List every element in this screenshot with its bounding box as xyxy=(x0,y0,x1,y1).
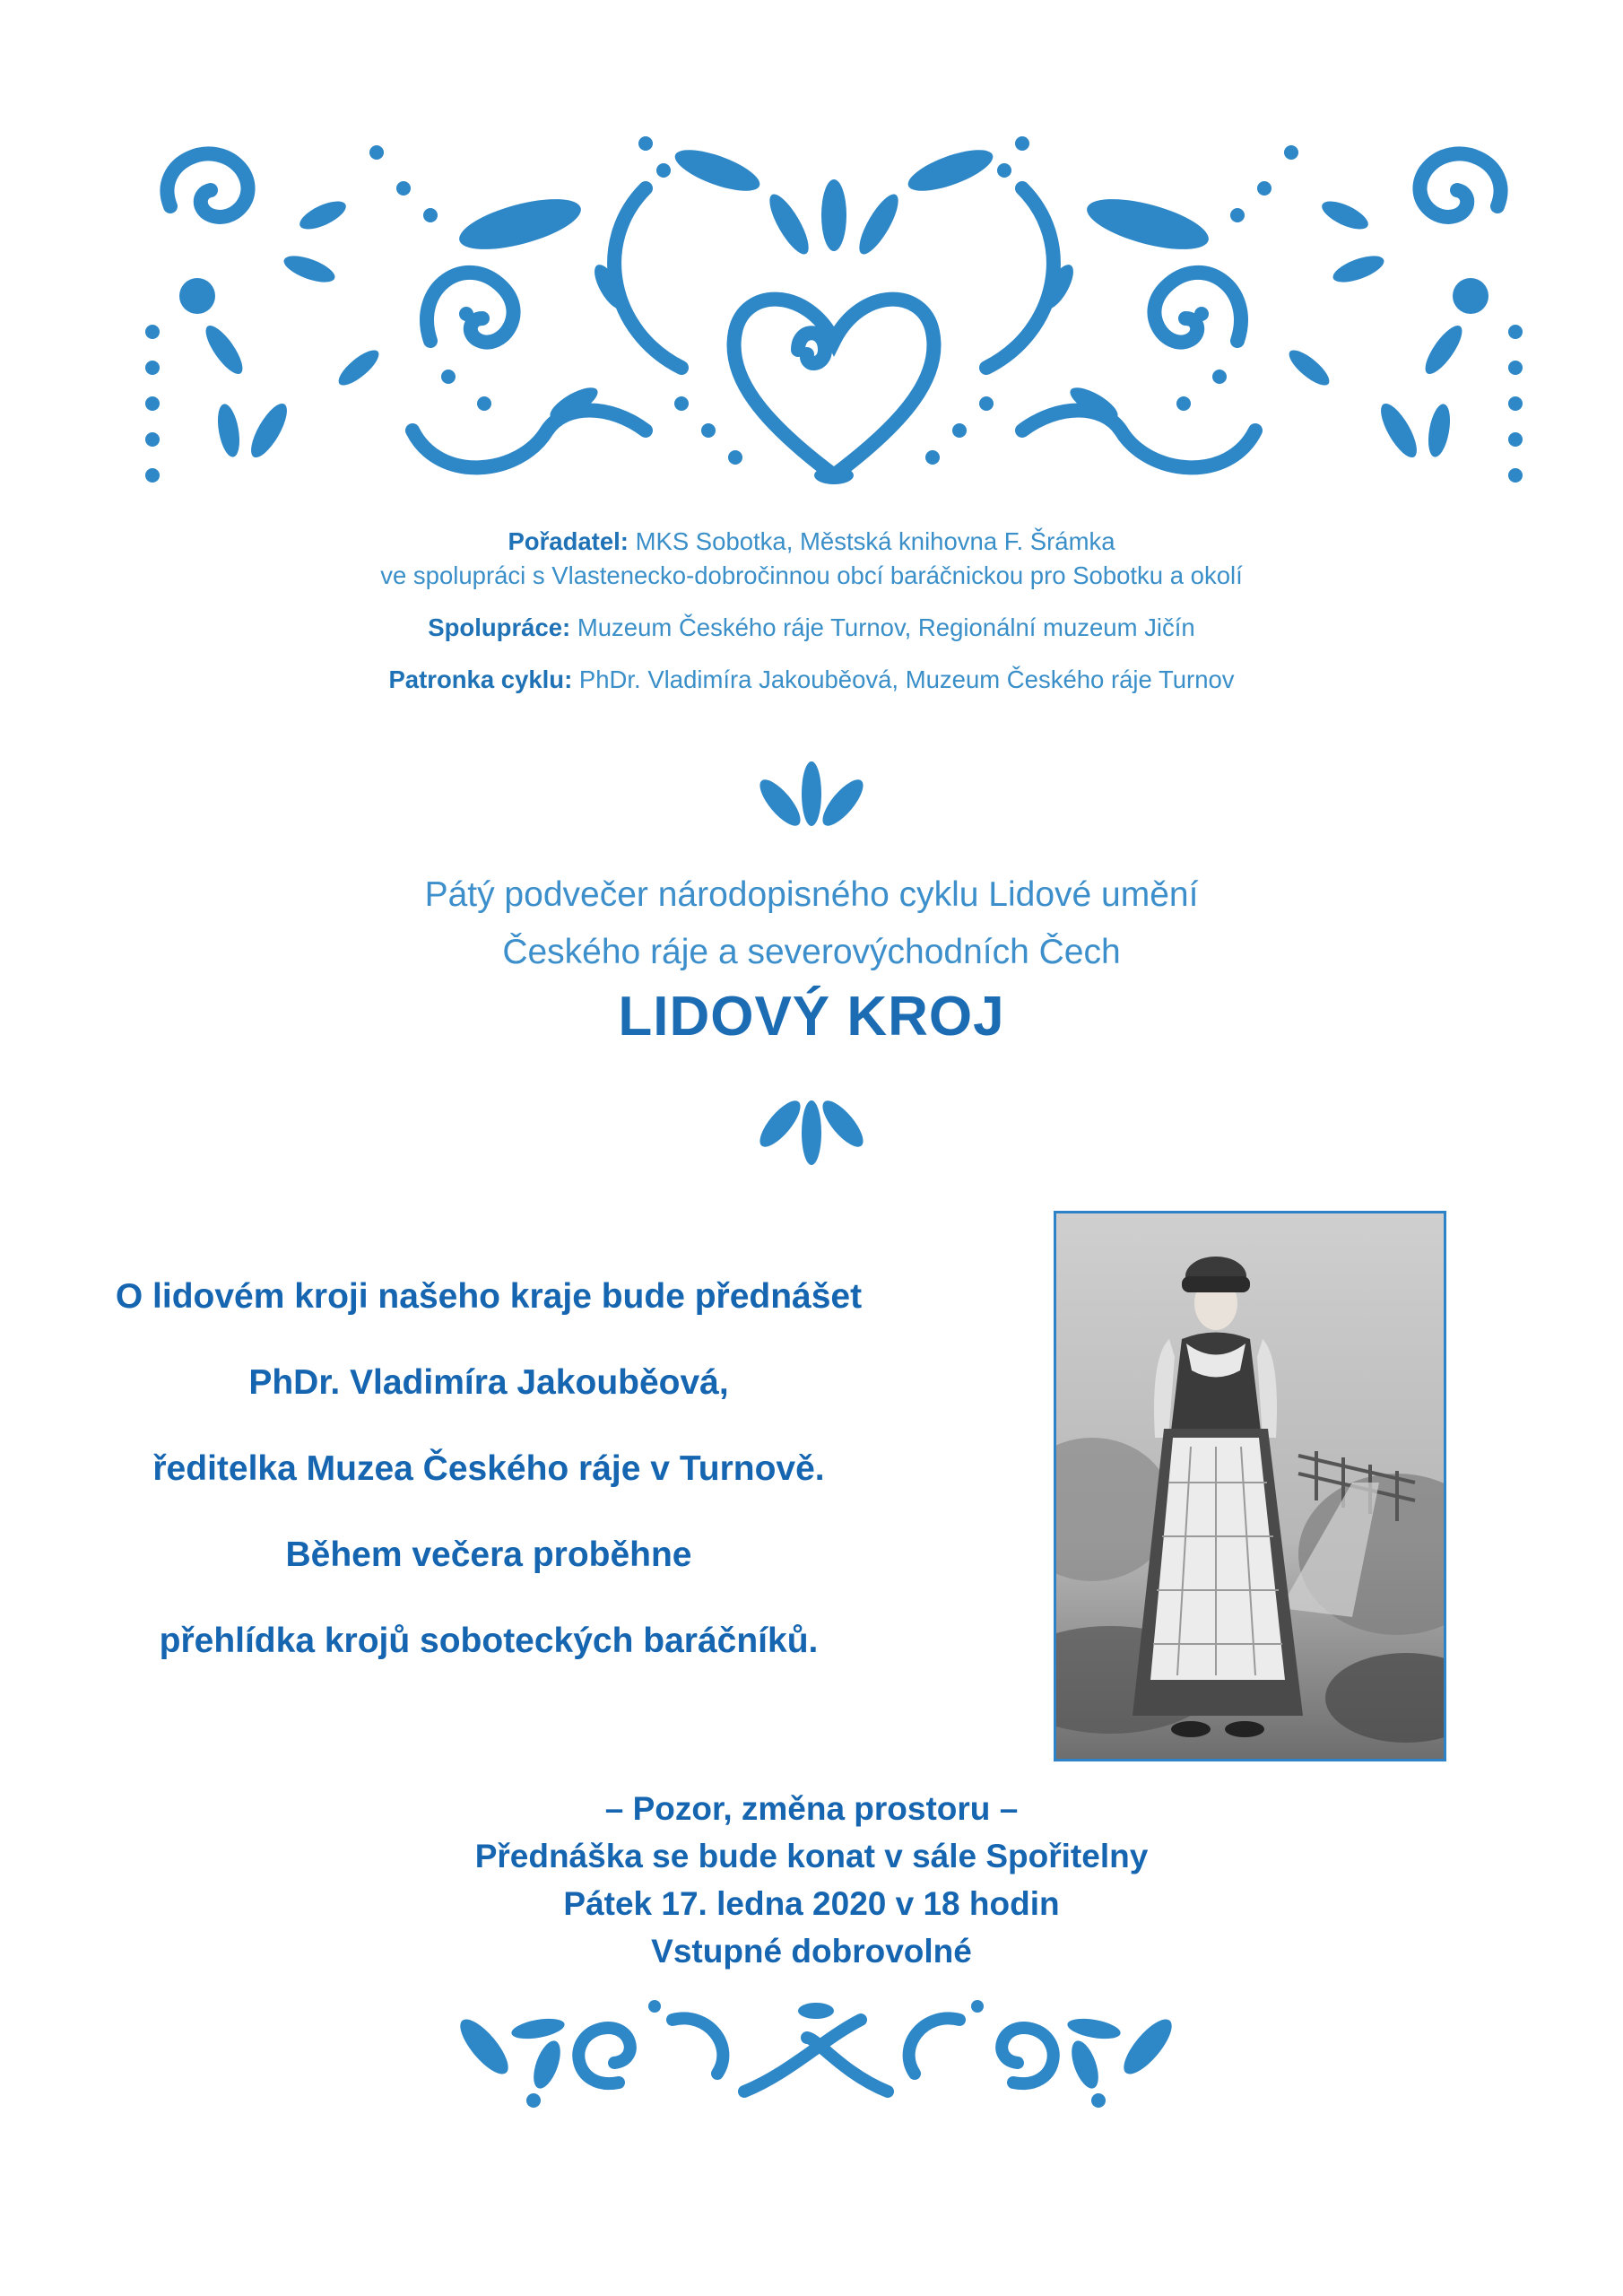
organizer-continuation: ve spolupráci s Vlastenecko-dobročinnou obcí baráčnickou pro Sobotku a okolí xyxy=(380,561,1243,589)
folk-ornament-bottom xyxy=(448,1993,1184,2118)
lecture-line-4: Během večera proběhne xyxy=(285,1535,692,1574)
date-time-line: Pátek 17. ledna 2020 v 18 hodin xyxy=(563,1885,1060,1922)
venue-change-notice: – Pozor, změna prostoru – xyxy=(604,1790,1019,1827)
cooperation-line xyxy=(0,611,1623,645)
credits-block xyxy=(0,525,1623,697)
patron-line xyxy=(0,663,1623,697)
venue-line: Přednáška se bude konat v sále Spořitelny xyxy=(474,1838,1149,1874)
cooperation-value: Muzeum Českého ráje Turnov, Regionální muzeum Jičín xyxy=(570,613,1195,641)
event-details xyxy=(0,1785,1623,1975)
page-title: LIDOVÝ KROJ xyxy=(618,986,1005,1048)
lecture-line-5: přehlídka krojů soboteckých baráčníků. xyxy=(159,1622,819,1660)
event-subtitle xyxy=(0,866,1623,981)
lecture-line-2: PhDr. Vladimíra Jakouběová, xyxy=(248,1363,729,1402)
admission-line: Vstupné dobrovolné xyxy=(651,1933,972,1970)
leaf-ornament-lower xyxy=(758,1083,865,1173)
organizer-label: Pořadatel: xyxy=(508,527,629,555)
organizer-value: MKS Sobotka, Městská knihovna F. Šrámka xyxy=(628,527,1115,555)
folk-ornament-top xyxy=(143,135,1524,489)
cooperation-label: Spolupráce: xyxy=(428,613,571,641)
leaf-ornament-upper xyxy=(758,753,865,843)
subtitle-line-2: Českého ráje a severovýchodních Čech xyxy=(502,933,1121,971)
lecture-line-1: O lidovém kroji našeho kraje bude přednášet xyxy=(115,1277,863,1316)
subtitle-line-1: Pátý podvečer národopisného cyklu Lidové umění xyxy=(424,875,1199,914)
folk-costume-photo xyxy=(1054,1211,1446,1761)
lecture-line-3: ředitelka Muzea Českého ráje v Turnově. xyxy=(152,1449,825,1488)
lecture-text xyxy=(99,1254,879,1684)
organizer-line xyxy=(0,525,1623,559)
costume-photo-illustration xyxy=(1056,1213,1444,1759)
patron-value: PhDr. Vladimíra Jakouběová, Muzeum Českého ráje Turnov xyxy=(572,665,1235,693)
patron-label: Patronka cyklu: xyxy=(388,665,573,693)
